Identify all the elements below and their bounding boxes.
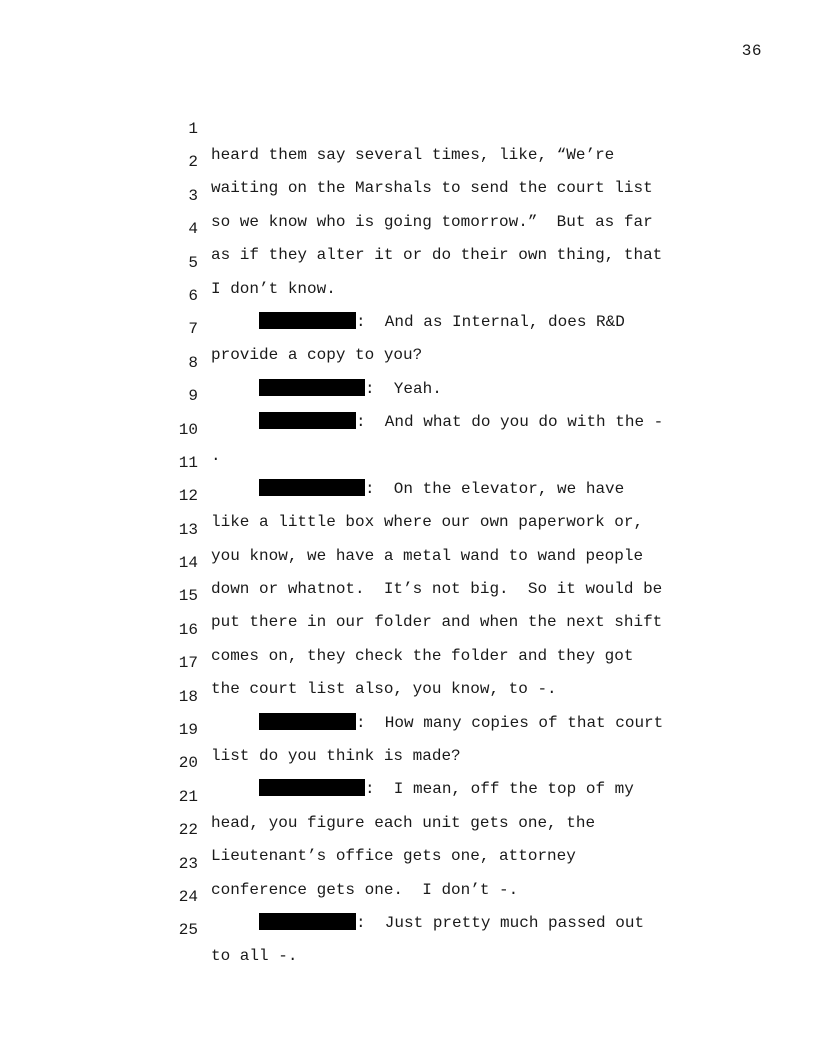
line-number: 1 [188,120,198,138]
line-text: : Yeah. [365,379,442,398]
line-text: the court list also, you know, to -. [211,680,557,699]
line-number: 10 [178,420,198,439]
line-number: 18 [178,687,198,706]
line-text: I don’t know. [211,279,336,298]
line-text: conference gets one. I don’t -. [211,880,519,899]
line-number: 2 [188,153,198,172]
line-text: heard them say several times, like, “We’re [211,146,615,164]
line-text: : Just pretty much passed out [356,913,645,932]
line-text: head, you figure each unit gets one, the [211,813,596,832]
line-number: 9 [188,387,198,406]
line-text: like a little box where our own paperwork or, [211,513,644,532]
line-number: 11 [178,453,198,472]
transcript-line [172,157,692,231]
line-number: 19 [178,721,198,740]
line-number: 4 [188,220,198,239]
line-number: 15 [178,587,198,606]
transcript-line [172,123,692,198]
line-number: 7 [188,320,198,339]
line-text: you know, we have a metal wand to wand people [211,546,644,565]
line-text: down or whatnot. It’s not big. So it would be [211,580,663,599]
transcript-line [172,190,692,265]
transcript-line [172,257,692,331]
line-text: put there in our folder and when the next shift [211,613,663,632]
line-text: : I mean, off the top of my [365,780,634,799]
line-text: provide a copy to you? [211,346,423,365]
line-text: comes on, they check the folder and they got [211,646,634,665]
line-number: 24 [178,887,198,906]
transcript-line [172,224,692,298]
line-text: : And what do you do with the - [356,413,664,432]
line-number: 23 [178,854,198,873]
line-text: as if they alter it or do their own thing, that [211,246,663,265]
line-text: . [211,446,221,465]
line-text: so we know who is going tomorrow.” But as far [211,212,653,231]
line-number: 22 [178,821,198,840]
page-number: 36 [741,42,762,60]
line-number: 8 [188,353,198,372]
line-number: 14 [178,554,198,573]
line-number: 21 [178,787,198,806]
line-number: 13 [178,520,198,539]
line-number: 3 [188,186,198,205]
line-number: 25 [178,921,198,940]
line-number: 6 [188,286,198,305]
line-number: 17 [178,654,198,673]
line-text: Lieutenant’s office gets one, attorney [211,847,576,866]
line-number: 5 [188,253,198,272]
line-number: 20 [178,754,198,773]
transcript-line [172,90,692,164]
line-text: waiting on the Marshals to send the court list [211,179,653,198]
line-text: : And as Internal, does R&D [356,312,625,331]
line-text: : On the elevator, we have [365,479,625,498]
line-number: 12 [178,487,198,506]
line-number: 16 [178,620,198,639]
transcript-line [172,290,692,365]
line-text: : How many copies of that court [356,713,664,732]
transcript-line [172,891,692,966]
line-text: list do you think is made? [211,747,461,766]
transcript-line [172,324,692,398]
transcript-body [172,90,692,966]
line-text: to all -. [211,947,298,966]
